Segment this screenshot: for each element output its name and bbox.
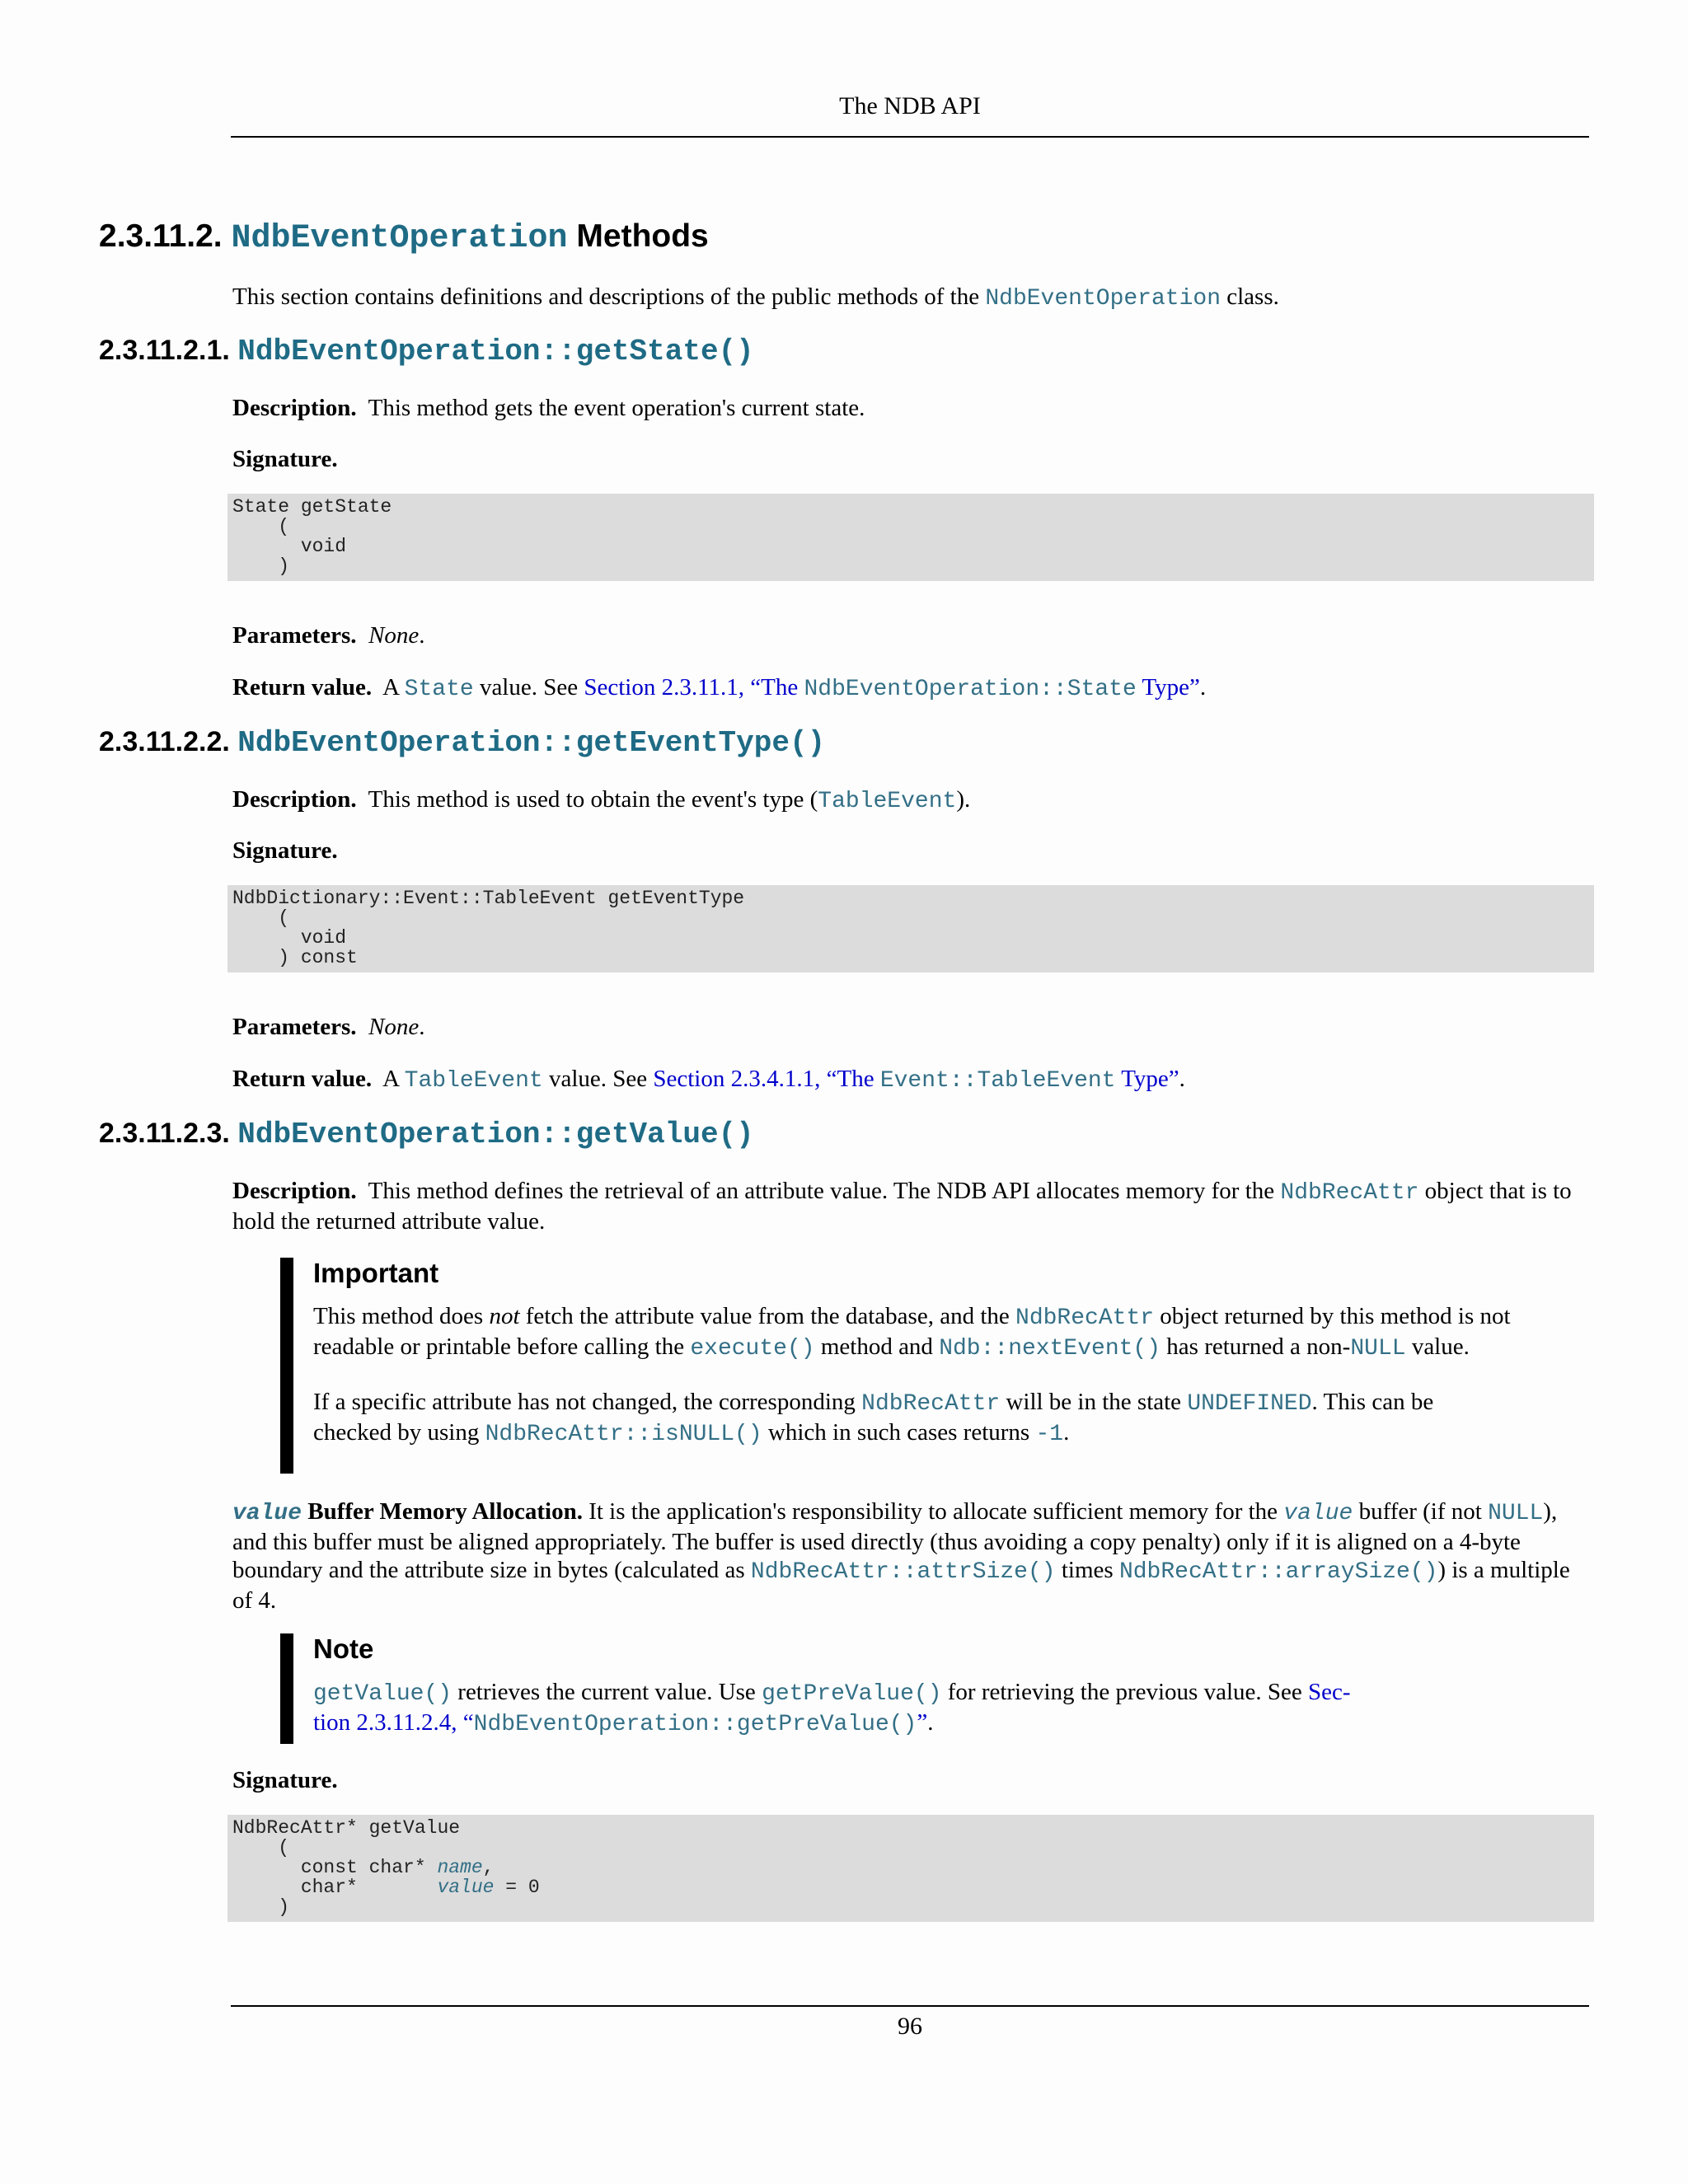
code-link[interactable]: NdbRecAttr bbox=[861, 1391, 1001, 1417]
link-text: tion 2.3.11.2.4, “ bbox=[313, 1709, 474, 1736]
code-param-name: name bbox=[437, 1857, 483, 1878]
code-line: = 0 bbox=[494, 1877, 540, 1898]
admonition-title: Note bbox=[313, 1633, 374, 1664]
text: times bbox=[1055, 1557, 1119, 1583]
subsection-heading-getstate bbox=[99, 335, 754, 368]
code-link[interactable]: execute() bbox=[690, 1336, 815, 1361]
important-admonition bbox=[280, 1258, 1517, 1474]
link-code: Event::TableEvent bbox=[879, 1068, 1116, 1094]
description-label: Description. bbox=[232, 395, 357, 421]
text: If a specific attribute has not changed, the corresponding bbox=[313, 1389, 862, 1415]
return-text: A bbox=[382, 1066, 405, 1092]
text: value. bbox=[1405, 1333, 1470, 1360]
code-line: NdbRecAttr* getValue bbox=[232, 1817, 461, 1839]
text: will be in the state bbox=[1000, 1389, 1188, 1415]
code-link[interactable]: NdbRecAttr::isNULL() bbox=[485, 1422, 762, 1447]
code-literal: -1 bbox=[1035, 1422, 1064, 1447]
link-code: NdbEventOperation::getPreValue() bbox=[473, 1712, 917, 1737]
code-block-geteventtype: NdbDictionary::Event::TableEvent getEventType ( void ) const bbox=[227, 885, 1594, 972]
signature-label: Signature. bbox=[232, 1767, 338, 1793]
text: fetch the attribute value from the database, and the bbox=[519, 1303, 1016, 1329]
subsection-number: 2.3.11.2.1. bbox=[99, 335, 230, 366]
return-value-getstate bbox=[232, 673, 1584, 704]
punctuation: . bbox=[927, 1709, 934, 1736]
code-line: char* bbox=[232, 1877, 438, 1898]
link-text: ” bbox=[917, 1709, 928, 1736]
punctuation: . bbox=[1179, 1066, 1185, 1092]
code-link[interactable]: getPreValue() bbox=[762, 1681, 942, 1707]
description-label: Description. bbox=[232, 1178, 357, 1204]
code-link[interactable]: getValue() bbox=[313, 1681, 452, 1707]
section-heading bbox=[99, 218, 709, 257]
admonition-body bbox=[313, 1678, 1385, 1739]
note-paragraph bbox=[313, 1678, 1385, 1739]
subsection-title: NdbEventOperation::getState() bbox=[237, 335, 754, 368]
code-literal: NULL bbox=[1488, 1501, 1544, 1526]
page-number: 96 bbox=[898, 2013, 922, 2040]
type-link[interactable]: NdbRecAttr bbox=[1280, 1180, 1419, 1206]
text: buffer (if not bbox=[1353, 1498, 1489, 1525]
description-text: object that is to hold the returned attribute value. bbox=[232, 1178, 1572, 1235]
text: which in such cases returns bbox=[762, 1419, 1036, 1446]
punctuation: . bbox=[419, 1014, 425, 1040]
parameters-label: Parameters. bbox=[232, 1014, 357, 1040]
description-label: Description. bbox=[232, 786, 357, 813]
return-type-link[interactable]: TableEvent bbox=[404, 1068, 543, 1094]
emphasis: not bbox=[489, 1303, 520, 1329]
signature-label: Signature. bbox=[232, 837, 338, 864]
return-text: A bbox=[382, 674, 405, 701]
subsection-title: NdbEventOperation::getValue() bbox=[237, 1118, 754, 1151]
link-code: NdbEventOperation::State bbox=[804, 677, 1137, 702]
punctuation: . bbox=[1199, 674, 1207, 701]
code-link[interactable]: NdbRecAttr::arraySize() bbox=[1118, 1559, 1438, 1585]
buffer-memory-paragraph bbox=[232, 1497, 1584, 1615]
buffer-label-code: value bbox=[232, 1501, 302, 1526]
type-link[interactable]: TableEvent bbox=[818, 789, 957, 814]
text: It is the application's responsibility to allocate sufficient memory for the bbox=[582, 1498, 1284, 1525]
footer-rule bbox=[231, 2005, 1589, 2007]
parameters-label: Parameters. bbox=[232, 622, 357, 649]
description-geteventtype bbox=[232, 785, 1584, 816]
text: retrieves the current value. Use bbox=[452, 1679, 762, 1705]
punctuation: . bbox=[419, 622, 425, 649]
header-rule bbox=[231, 136, 1589, 138]
description-getvalue bbox=[232, 1177, 1584, 1235]
code-param-value: value bbox=[437, 1877, 495, 1898]
description-text: This method is used to obtain the event's type ( bbox=[368, 786, 818, 813]
code-line: ) bbox=[232, 1896, 290, 1918]
section-class-name: NdbEventOperation bbox=[231, 220, 568, 257]
text: ), and this buffer must be aligned appropriately. The buffer is used directly (thus avoiding a copy penalty) only if it is aligned on a 4-byte boundary and the attribute size in bytes (calculated as bbox=[232, 1498, 1558, 1583]
code-line: ( bbox=[232, 1837, 290, 1858]
cross-reference-link[interactable] bbox=[584, 674, 1200, 701]
section-suffix: Methods bbox=[576, 218, 709, 254]
parameters-value: None bbox=[368, 1014, 420, 1040]
code-block-getvalue bbox=[227, 1815, 1594, 1922]
subsection-title: NdbEventOperation::getEventType() bbox=[237, 726, 826, 760]
link-text: Section 2.3.11.1, “The bbox=[584, 674, 804, 701]
code-link[interactable]: NdbRecAttr bbox=[1015, 1305, 1155, 1331]
text: ) is a multiple of 4. bbox=[232, 1557, 1570, 1614]
subsection-number: 2.3.11.2.2. bbox=[99, 726, 230, 757]
section-number: 2.3.11.2. bbox=[99, 218, 223, 254]
code-link[interactable]: Ndb::nextEvent() bbox=[939, 1336, 1161, 1361]
punctuation: ). bbox=[956, 786, 971, 813]
return-value-geteventtype bbox=[232, 1065, 1584, 1095]
parameters-value: None bbox=[368, 622, 420, 649]
admonition-body bbox=[313, 1302, 1517, 1449]
cross-reference-link[interactable] bbox=[653, 1066, 1179, 1092]
return-type-link[interactable]: State bbox=[404, 677, 474, 702]
link-text: Type” bbox=[1136, 674, 1200, 701]
parameters-geteventtype bbox=[232, 1013, 1584, 1041]
parameters-getstate bbox=[232, 621, 1584, 649]
note-admonition bbox=[280, 1633, 1517, 1744]
code-literal: UNDEFINED bbox=[1187, 1391, 1312, 1417]
subsection-number: 2.3.11.2.3. bbox=[99, 1118, 230, 1149]
link-text: Type” bbox=[1115, 1066, 1179, 1092]
link-text: Section 2.3.4.1.1, “The bbox=[653, 1066, 880, 1092]
return-text: value. See bbox=[473, 674, 584, 701]
code-literal: NULL bbox=[1350, 1336, 1406, 1361]
important-paragraph-2 bbox=[313, 1388, 1517, 1449]
return-label: Return value. bbox=[232, 674, 373, 701]
text: method and bbox=[814, 1333, 940, 1360]
text: . This can be checked by using bbox=[313, 1389, 1434, 1446]
text: has returned a non- bbox=[1160, 1333, 1351, 1360]
intro-paragraph bbox=[232, 283, 1584, 313]
subsection-heading-getvalue bbox=[99, 1118, 754, 1151]
code-param: value bbox=[1283, 1501, 1353, 1526]
code-line: const char* bbox=[232, 1857, 438, 1878]
description-getstate bbox=[232, 394, 1584, 422]
return-text: value. See bbox=[542, 1066, 654, 1092]
intro-text-end: class. bbox=[1221, 284, 1279, 310]
admonition-title: Important bbox=[313, 1258, 439, 1288]
return-label: Return value. bbox=[232, 1066, 373, 1092]
link-text: Sec- bbox=[1308, 1679, 1351, 1705]
signature-label: Signature. bbox=[232, 446, 338, 472]
important-paragraph-1 bbox=[313, 1302, 1517, 1363]
code-line: , bbox=[482, 1857, 495, 1878]
running-header: The NDB API bbox=[839, 92, 981, 120]
description-text: This method gets the event operation's current state. bbox=[368, 395, 865, 421]
intro-text: This section contains definitions and descriptions of the public methods of the bbox=[232, 284, 986, 310]
code-link[interactable]: NdbRecAttr::attrSize() bbox=[750, 1559, 1056, 1585]
text: object returned by this method is not readable or printable before calling the bbox=[313, 1303, 1511, 1360]
code-block-getstate: State getState ( void ) bbox=[227, 494, 1594, 581]
text: This method does bbox=[313, 1303, 490, 1329]
text: . bbox=[1063, 1419, 1070, 1446]
buffer-label: Buffer Memory Allocation. bbox=[302, 1498, 583, 1525]
text: for retrieving the previous value. See bbox=[941, 1679, 1309, 1705]
intro-class-link[interactable]: NdbEventOperation bbox=[985, 286, 1221, 312]
subsection-heading-geteventtype bbox=[99, 726, 825, 760]
description-text: This method defines the retrieval of an attribute value. The NDB API allocates memory for the bbox=[368, 1178, 1281, 1204]
